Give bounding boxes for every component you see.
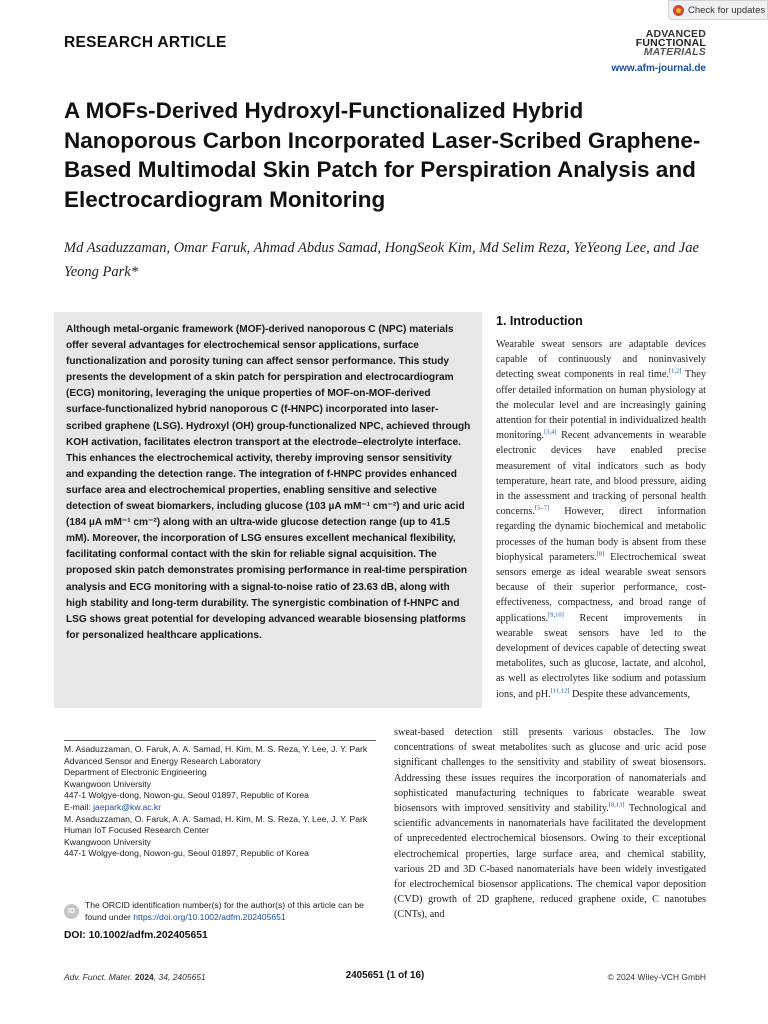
citation-6[interactable]: [11,12] (550, 687, 570, 695)
article-title: A MOFs-Derived Hydroxyl-Functionalized Hybrid Nanoporous Carbon Incorporated Laser-Scribed Graphene-Based Multimodal Skin Patch for Perspiration Analysis and Electrocardiogram Monitoring (64, 98, 701, 212)
footer-copyright: © 2024 Wiley-VCH GmbH (607, 972, 706, 982)
journal-logo-line-3: MATERIALS (643, 46, 706, 58)
abstract-text: Although metal-organic framework (MOF)-derived nanoporous C (NPC) materials offer several advantages for electrochemical sensor applications, surface functionalization and porosity tuning can affect sensor performance. This study presents the development of a skin patch for perspiration and electrocardiogram (ECG) monitoring, leveraging the unique properties of MOF-on-MOF-derived surface-functionalized hybrid nanoporous C (f-HNPC) incorporated into laser-scribed graphene (LSG). Hydroxyl (OH) group-functionalized NPC, achieved through KOH activation, facilitates electron transport at the electrode–electrolyte interface. This enhances the electrochemical activity, thereby improving sensor sensitivity and expanding the detection range. The integration of f-HNPC provides enhanced surface area and electrochemical properties, enabling sensitive and selective detection of sweat biomarkers, including glucose (103 µA mM⁻¹ cm⁻²) and uric acid (184 µA mM⁻¹ cm⁻²) along with an ultra-wide glucose detection range (up to 41.5 mM). Moreover, the incorporation of LSG ensures excellent mechanical flexibility, facilitating conformal contact with the skin for reliable signal acquisition. The proposed skin patch demonstrates promising performance in real-time perspiration analysis and ECG monitoring with a signal-to-noise ratio of 23.63 dB, along with high stability and long-term durability. The synergistic combination of f-HNPC and LSG shows great potential for developing advanced wearable biosensing platforms for personalized healthcare applications. (66, 324, 471, 641)
intro-text-5: Electrochemical sweat sensors emerge as ideal wearable sweat sensors because of their superior performance, cost-effectiveness, compactness, and broad range of applications. (496, 551, 706, 624)
journal-logo-line-1: ADVANCED (645, 28, 706, 40)
intro-text-3: Recent advancements in wearable electronic devices have enabled precise measurement of vital indicators such as body temperature, heart rate, and blood pressure, aiding in the assessment and tracking of personal health concerns. (496, 430, 706, 518)
affiliation-authors-2: M. Asaduzzaman, O. Faruk, A. A. Samad, H. Kim, M. S. Reza, Y. Lee, J. Y. Park (64, 813, 368, 824)
citation-2[interactable]: [3,4] (544, 428, 557, 436)
affiliation-univ-1: Kwangwoon University (64, 778, 151, 789)
affiliation-authors-1: M. Asaduzzaman, O. Faruk, A. A. Samad, H. Kim, M. S. Reza, Y. Lee, J. Y. Park (64, 744, 368, 754)
orcid-text-body: The ORCID identification number(s) for the author(s) of this article can be found under (85, 900, 364, 922)
crossmark-icon (673, 5, 684, 16)
footer-citation (64, 972, 206, 982)
affiliation-center: Human IoT Focused Research Center (64, 825, 210, 836)
journal-url-link[interactable]: www.afm-journal.de (611, 63, 706, 74)
affiliation-address-1: 447-1 Wolgye-dong, Nowon-gu, Seoul 01897, Republic of Korea (64, 790, 309, 801)
author-list: Md Asaduzzaman, Omar Faruk, Ahmad Abdus Samad, HongSeok Kim, Md Selim Reza, YeYeong Lee, and Jae Yeong Park* (64, 240, 699, 280)
email-label: E-mail: (64, 801, 91, 812)
orcid-icon: ID (64, 904, 79, 919)
check-updates-label: Check for updates (688, 4, 766, 16)
citation-5[interactable]: [9,10] (548, 611, 564, 619)
affiliation-lab: Advanced Sensor and Energy Research Laboratory (64, 755, 261, 766)
check-for-updates-button[interactable] (668, 0, 768, 20)
affiliation-dept: Department of Electronic Engineering (64, 767, 207, 778)
intro-text-8: sweat-based detection still presents various obstacles. The low concentrations of sweat metabolites such as glucose and uric acid pose significant challenges to the sensitivity and stability of sweat biosensors. Addressing these issues requires the incorporation of nanomaterials and sophisticated manufacturing techniques to fabricate wearable sweat biosensors with improved sensitivity and stability. (394, 727, 706, 815)
footer-volume: , 34, 2405651 (153, 972, 206, 982)
section-label: RESEARCH ARTICLE (64, 34, 227, 51)
affiliation-divider (64, 740, 376, 741)
intro-text-4: However, direct information regarding the dynamic biochemical and metabolic processes of the human body is absent from these biophysical parameters. (496, 506, 706, 563)
affiliations (64, 744, 384, 860)
email-link[interactable]: jaepark@kw.ac.kr (93, 801, 162, 812)
citation-3[interactable]: [5–7] (535, 504, 550, 512)
orcid-link[interactable]: https://doi.org/10.1002/adfm.202405651 (133, 911, 286, 922)
orcid-text (85, 900, 384, 923)
intro-text-6: Recent improvements in wearable sweat sensors have led to the development of devices capable of detecting sweat metabolites, such as glucose, lactate, and alcohol, as well as electrolytes like sodium and potassium ions, and pH. (496, 612, 706, 700)
affiliation-address-2: 447-1 Wolgye-dong, Nowon-gu, Seoul 01897, Republic of Korea (64, 848, 309, 859)
journal-logo-line-2: FUNCTIONAL (635, 37, 706, 49)
footer-year: 2024 (134, 972, 154, 982)
journal-logo (620, 30, 706, 57)
intro-paragraph-bottom (394, 725, 706, 923)
affiliation-univ-2: Kwangwoon University (64, 836, 151, 847)
intro-text-1: Wearable sweat sensors are adaptable devices capable of continuously and noninvasively detecting sweat components in real time. (496, 339, 706, 381)
citation-1[interactable]: [1,2] (668, 368, 682, 375)
email-line (64, 802, 384, 814)
citation-4[interactable]: [8] (596, 550, 605, 558)
footer-journal: Adv. Funct. Mater. (64, 972, 133, 982)
intro-text-2: They offer detailed information on human physiology at the molecular level and are increasingly gaining attention for their potential in individualized health monitoring. (496, 369, 706, 442)
citation-7[interactable]: [8,13] (608, 801, 625, 809)
doi-text: DOI: 10.1002/adfm.202405651 (64, 930, 208, 941)
intro-paragraph-top (496, 337, 706, 702)
intro-text-9: Technological and scientific advancements in nanomaterials have facilitated the development of unprecedented electrochemical biosensors. Owing to their exceptional electrochemical properties, large surface area, and chemical stability, various 2D and 3D C-based nanomaterials have been widely investigated for electrochemical biosensor applications. The chemical vapor deposition (CVD) growth of 2D graphene, reduced graphene oxide, C nanotubes (CNTs), and (394, 803, 706, 921)
intro-heading: 1. Introduction (496, 314, 583, 328)
intro-text-7: Despite these advancements, (569, 688, 691, 700)
footer-page-number: 2405651 (1 of 16) (345, 970, 425, 981)
abstract-box (54, 312, 482, 708)
orcid-note (64, 900, 384, 923)
